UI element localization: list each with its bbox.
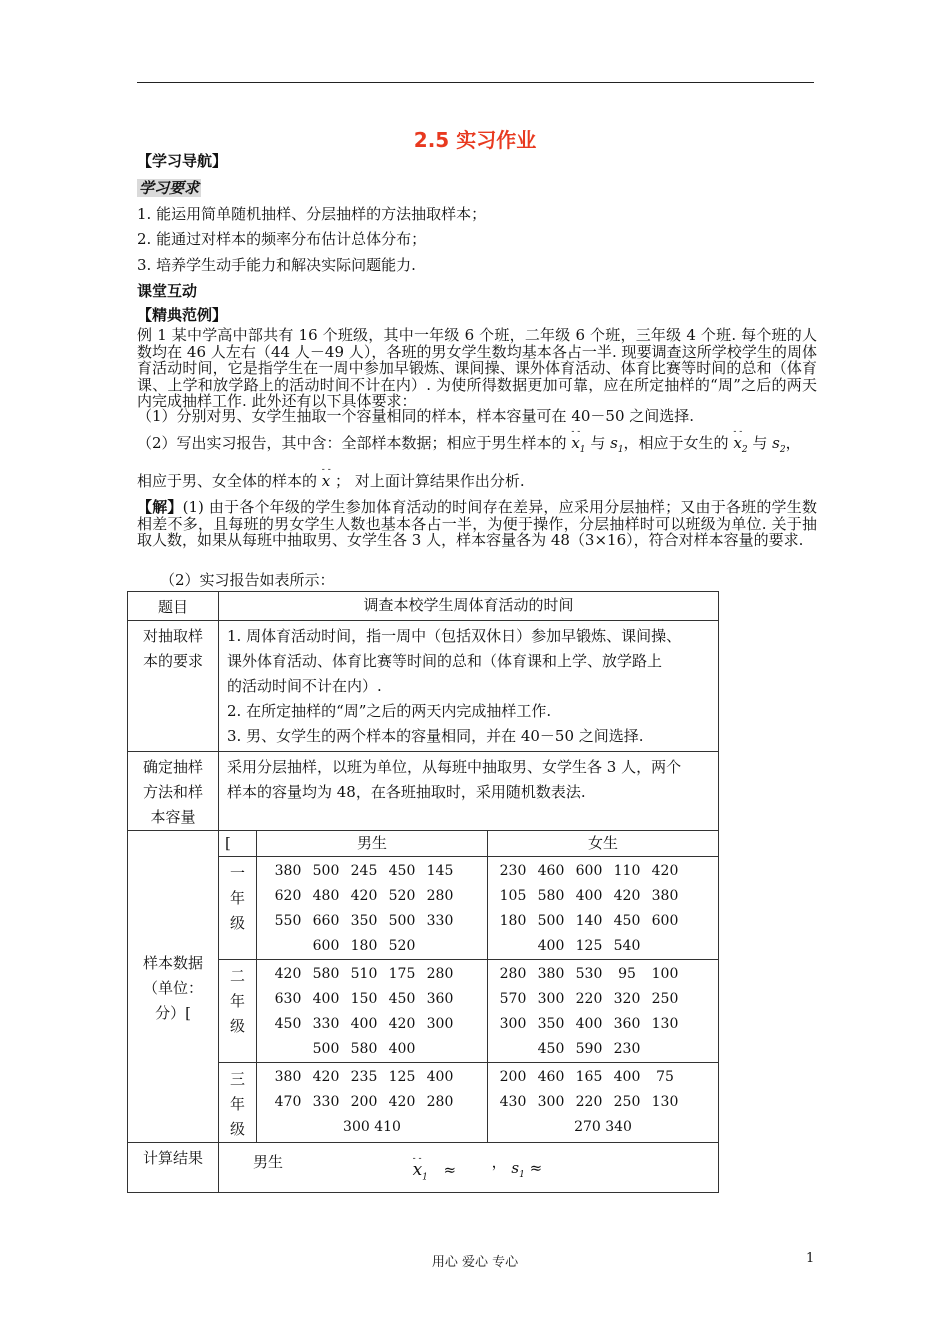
sample-value: 520 bbox=[388, 888, 416, 904]
sample-value: 175 bbox=[388, 966, 416, 982]
sample-row bbox=[257, 1012, 487, 1037]
sample-value: 300 bbox=[426, 1016, 454, 1032]
grade-2-label: 二年级 bbox=[219, 960, 257, 1063]
sample-row bbox=[257, 1090, 487, 1115]
requirements-cell: 1. 周体育活动时间，指一周中（包括双休日）参加早锻炼、课间操、 课外体育活动、体育比赛等时间的总和（体育课和上学、放学路上 的活动时间不计在内）. 2. 在所定抽样的“周”之后的两天内完成抽样工作. 3. 男、女学生的两个样本的容量相同，并在 40－50 之间选择. bbox=[219, 621, 719, 752]
requirements-heading: 学习要求 bbox=[139, 179, 200, 197]
grade-1-male bbox=[257, 857, 488, 960]
sample-value: 280 bbox=[426, 966, 454, 982]
sample-row bbox=[488, 1012, 718, 1037]
sample-row bbox=[257, 987, 487, 1012]
sample-value: 145 bbox=[426, 863, 454, 879]
sample-row bbox=[488, 859, 718, 884]
sample-value: 600 bbox=[575, 863, 603, 879]
sample-value: 540 bbox=[613, 938, 641, 954]
sample-value bbox=[269, 934, 307, 959]
sample-value: 400 bbox=[350, 1016, 378, 1032]
sample-value: 600 bbox=[651, 913, 679, 929]
sample-value: 280 bbox=[426, 1094, 454, 1110]
sample-value: 400 bbox=[537, 938, 565, 954]
sample-value: 380 bbox=[274, 1069, 302, 1085]
sample-value: 300 bbox=[499, 1016, 527, 1032]
sample-value: 300 bbox=[537, 991, 565, 1007]
sample-value: 520 bbox=[388, 938, 416, 954]
report-table bbox=[127, 591, 719, 1193]
sample-value: 180 bbox=[499, 913, 527, 929]
page-footer: 用心 爱心 专心 bbox=[431, 1255, 519, 1270]
sample-value bbox=[421, 934, 459, 959]
sample-value: 220 bbox=[575, 1094, 603, 1110]
sample-value: 360 bbox=[613, 1016, 641, 1032]
sample-row bbox=[488, 934, 718, 959]
sample-value: 420 bbox=[312, 1069, 340, 1085]
sample-value: 105 bbox=[499, 888, 527, 904]
sample-value: 380 bbox=[274, 863, 302, 879]
sample-value: 420 bbox=[350, 888, 378, 904]
sample-value: 230 bbox=[499, 863, 527, 879]
sample-value: 460 bbox=[537, 1069, 565, 1085]
sample-value: 350 bbox=[350, 913, 378, 929]
sample-value: 250 bbox=[613, 1094, 641, 1110]
sample-value: 420 bbox=[274, 966, 302, 982]
example-req-1: （1）分别对男、女学生抽取一个容量相同的样本，样本容量可在 40－50 之间选择. bbox=[137, 407, 695, 425]
sample-value: 580 bbox=[312, 966, 340, 982]
sample-row bbox=[488, 962, 718, 987]
male-header: 男生 bbox=[257, 831, 488, 857]
grade-1-label: 一年级 bbox=[219, 857, 257, 960]
sample-value: 250 bbox=[651, 991, 679, 1007]
sample-row bbox=[488, 987, 718, 1012]
sample-value: 530 bbox=[575, 966, 603, 982]
sample-value: 400 bbox=[426, 1069, 454, 1085]
grade-2-female bbox=[488, 960, 719, 1063]
sample-value: 580 bbox=[350, 1041, 378, 1057]
table-row bbox=[128, 621, 719, 752]
topic-label: 题目 bbox=[128, 592, 219, 621]
sample-value: 590 bbox=[575, 1041, 603, 1057]
sample-value: 400 bbox=[575, 888, 603, 904]
table-row bbox=[128, 752, 719, 831]
sample-value: 600 bbox=[312, 938, 340, 954]
bracket-cell: [ bbox=[219, 831, 257, 857]
report-intro: （2）实习报告如表所示： bbox=[160, 571, 335, 589]
sample-value: 630 bbox=[274, 991, 302, 1007]
sample-row bbox=[488, 1037, 718, 1062]
sample-row bbox=[257, 1065, 487, 1090]
sample-value: 580 bbox=[537, 888, 565, 904]
sample-value bbox=[646, 934, 684, 959]
sample-value bbox=[494, 934, 532, 959]
sample-value: 280 bbox=[426, 888, 454, 904]
sample-value: 140 bbox=[575, 913, 603, 929]
sample-value: 300 bbox=[537, 1094, 565, 1110]
sample-row bbox=[257, 909, 487, 934]
sample-value: 75 bbox=[656, 1069, 674, 1085]
solution-text: 【解】(1) 由于各个年级的学生参加体育活动的时间存在差异，应采用分层抽样；又由于各班的学生数相差不多，且每班的男女学生人数也基本各占一半，为便于操作，分层抽样时可以班级为单位. 关于抽取人数，如果从每班中抽取男、女学生各 3 人，样本容量各为 48（3×16），符合对样本容量的要求. bbox=[137, 498, 817, 549]
sample-value: 130 bbox=[651, 1016, 679, 1032]
sample-value: 620 bbox=[274, 888, 302, 904]
page-number: 1 bbox=[806, 1251, 815, 1266]
sample-value: 660 bbox=[312, 913, 340, 929]
sample-value: 380 bbox=[537, 966, 565, 982]
sample-row bbox=[257, 859, 487, 884]
nav-heading: 【学习导航】 bbox=[137, 152, 228, 170]
calc-cell: 男生 - - $x_1$ ≈ ， $s_1$ ≈ bbox=[219, 1143, 719, 1193]
sample-value: 165 bbox=[575, 1069, 603, 1085]
sample-value: 500 bbox=[312, 1041, 340, 1057]
sample-row bbox=[257, 884, 487, 909]
sample-value: 125 bbox=[388, 1069, 416, 1085]
sample-row bbox=[488, 909, 718, 934]
sample-value: 420 bbox=[388, 1016, 416, 1032]
sample-value: 180 bbox=[350, 938, 378, 954]
class-heading: 课堂互动 bbox=[137, 282, 198, 300]
example-req-2: （2）写出实习报告，其中含：全部样本数据；相应于男生样本的 - - $x_1$ 与 $s_1$，相应于女生的 - - $x_2$ 与 $s_2$， bbox=[137, 434, 801, 459]
sample-value: 110 bbox=[613, 863, 641, 879]
sample-row bbox=[257, 1037, 487, 1062]
sample-value: 220 bbox=[575, 991, 603, 1007]
grade-1-female bbox=[488, 857, 719, 960]
sample-value: 230 bbox=[613, 1041, 641, 1057]
grade-3-male bbox=[257, 1063, 488, 1143]
sample-value: 430 bbox=[499, 1094, 527, 1110]
sample-value: 400 bbox=[388, 1041, 416, 1057]
sample-value bbox=[421, 1037, 459, 1062]
sample-value: 200 bbox=[350, 1094, 378, 1110]
sample-value: 450 bbox=[388, 863, 416, 879]
calc-male-label: 男生 bbox=[253, 1153, 284, 1171]
sample-value: 470 bbox=[274, 1094, 302, 1110]
sample-value: 420 bbox=[388, 1094, 416, 1110]
method-cell: 采用分层抽样，以班为单位，从每班中抽取男、女学生各 3 人，两个 样本的容量均为 48，在各班抽取时，采用随机数表法. bbox=[219, 752, 719, 831]
requirement-item: 3. 培养学生动手能力和解决实际问题能力. bbox=[137, 256, 416, 274]
sample-value: 500 bbox=[537, 913, 565, 929]
sample-value: 150 bbox=[350, 991, 378, 1007]
requirement-item: 1. 能运用简单随机抽样、分层抽样的方法抽取样本； bbox=[137, 205, 487, 223]
sample-value: 420 bbox=[651, 863, 679, 879]
sample-value bbox=[269, 1037, 307, 1062]
sample-value: 450 bbox=[274, 1016, 302, 1032]
table-row bbox=[128, 1143, 719, 1193]
page-title: 2.5 实习作业 bbox=[413, 128, 537, 152]
sample-value: 125 bbox=[575, 938, 603, 954]
sample-row bbox=[257, 934, 487, 959]
sample-label: 样本数据（单位：分）[ bbox=[128, 831, 219, 1143]
sample-value: 130 bbox=[651, 1094, 679, 1110]
grade-3-label: 三年级 bbox=[219, 1063, 257, 1143]
sample-value: 380 bbox=[651, 888, 679, 904]
sample-value: 350 bbox=[537, 1016, 565, 1032]
sample-value: 500 bbox=[388, 913, 416, 929]
requirements-label: 对抽取样本的要求 bbox=[128, 621, 219, 752]
sample-value: 570 bbox=[499, 991, 527, 1007]
sample-value: 330 bbox=[312, 1094, 340, 1110]
sample-value: 400 bbox=[575, 1016, 603, 1032]
example-req-3: 相应于男、女全体的样本的 - - x ； 对上面计算结果作出分析. bbox=[137, 472, 525, 490]
example-heading: 【精典范例】 bbox=[137, 306, 228, 324]
grade-3-male-last: 300 410 bbox=[343, 1119, 401, 1135]
method-label: 确定抽样方法和样本容量 bbox=[128, 752, 219, 831]
table-row bbox=[128, 831, 719, 857]
grade-3-female-last: 270 340 bbox=[574, 1119, 632, 1135]
sample-value: 245 bbox=[350, 863, 378, 879]
sample-value: 200 bbox=[499, 1069, 527, 1085]
example-text: 例 1 某中学高中部共有 16 个班级，其中一年级 6 个班，二年级 6 个班，三年级 4 个班. 每个班的人数均在 46 人左右（44 人－49 人），各班的男女学生数均基本各占一半. 现要调查这所学校学生的周体育活动时间，它是指学生在一周中参加早锻炼、课间操、课外体育活动、体育比赛等时间的总和（体育课、上学和放学路上的活动时间不计在内）. 为使所得数据更加可靠，应在所定抽样的“周”之后的两天内完成抽样工作. 此外还有以下具体要求： bbox=[137, 326, 817, 410]
requirement-item: 2. 能通过对样本的频率分布估计总体分布； bbox=[137, 230, 427, 248]
sample-value: 235 bbox=[350, 1069, 378, 1085]
sample-value: 95 bbox=[618, 966, 636, 982]
sample-value bbox=[646, 1037, 684, 1062]
sample-value: 460 bbox=[537, 863, 565, 879]
sample-value: 550 bbox=[274, 913, 302, 929]
table-row bbox=[128, 592, 719, 621]
sample-row bbox=[488, 884, 718, 909]
sample-value: 480 bbox=[312, 888, 340, 904]
sample-value: 330 bbox=[312, 1016, 340, 1032]
sample-value: 100 bbox=[651, 966, 679, 982]
sample-value: 450 bbox=[388, 991, 416, 1007]
sample-row bbox=[488, 1065, 718, 1090]
female-header: 女生 bbox=[488, 831, 719, 857]
sample-value: 400 bbox=[312, 991, 340, 1007]
sample-value: 420 bbox=[613, 888, 641, 904]
sample-value bbox=[494, 1037, 532, 1062]
sample-value: 510 bbox=[350, 966, 378, 982]
topic-value: 调查本校学生周体育活动的时间 bbox=[219, 592, 719, 621]
sample-value: 500 bbox=[312, 863, 340, 879]
sample-value: 450 bbox=[537, 1041, 565, 1057]
sample-row bbox=[257, 962, 487, 987]
header-rule bbox=[137, 82, 814, 83]
sample-value: 330 bbox=[426, 913, 454, 929]
sample-value: 320 bbox=[613, 991, 641, 1007]
sample-value: 360 bbox=[426, 991, 454, 1007]
calc-label: 计算结果 bbox=[128, 1143, 219, 1193]
grade-2-male bbox=[257, 960, 488, 1063]
sample-value: 450 bbox=[613, 913, 641, 929]
grade-3-female bbox=[488, 1063, 719, 1143]
sample-row bbox=[488, 1090, 718, 1115]
sample-value: 400 bbox=[613, 1069, 641, 1085]
sample-value: 280 bbox=[499, 966, 527, 982]
